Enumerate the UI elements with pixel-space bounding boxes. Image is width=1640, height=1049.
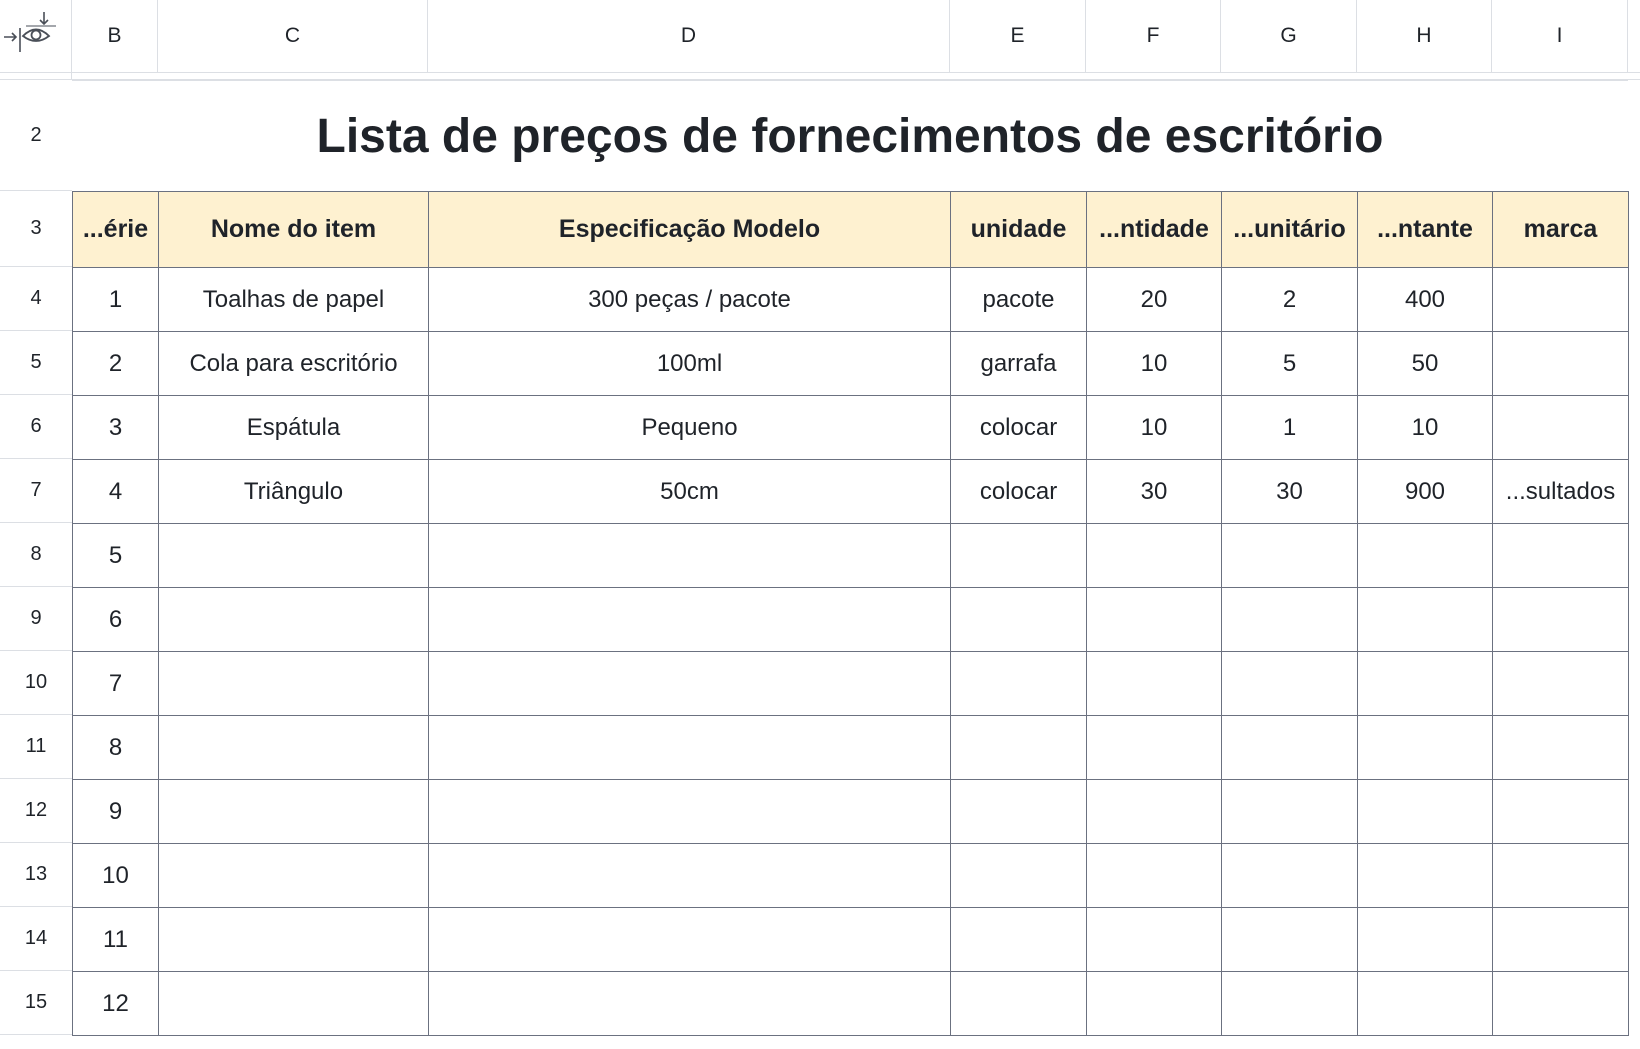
cell-e11[interactable]	[950, 715, 1087, 780]
cell-f9[interactable]	[1086, 587, 1222, 652]
column-header-h[interactable]: H	[1357, 0, 1492, 72]
cell-e5[interactable]: garrafa	[950, 331, 1087, 396]
cell-h8[interactable]	[1357, 523, 1493, 588]
cell-g14[interactable]	[1221, 907, 1358, 972]
cell-h5[interactable]: 50	[1357, 331, 1493, 396]
row-header-10[interactable]: 10	[0, 651, 72, 715]
cell-b4[interactable]: 1	[72, 267, 159, 332]
cell-b13[interactable]: 10	[72, 843, 159, 908]
cell-e15[interactable]	[950, 971, 1087, 1036]
cell-h14[interactable]	[1357, 907, 1493, 972]
cell-b8[interactable]: 5	[72, 523, 159, 588]
cell-f13[interactable]	[1086, 843, 1222, 908]
cell-d12[interactable]	[428, 779, 951, 844]
row-header-3[interactable]: 3	[0, 191, 72, 267]
cell-c9[interactable]	[158, 587, 429, 652]
cell-b12[interactable]: 9	[72, 779, 159, 844]
header-cell-f[interactable]: ...ntidade	[1086, 191, 1222, 268]
row-header-12[interactable]: 12	[0, 779, 72, 843]
column-header-i[interactable]: I	[1492, 0, 1628, 72]
cell-d13[interactable]	[428, 843, 951, 908]
cell-f6[interactable]: 10	[1086, 395, 1222, 460]
cell-d7[interactable]: 50cm	[428, 459, 951, 524]
cell-b6[interactable]: 3	[72, 395, 159, 460]
cell-d6[interactable]: Pequeno	[428, 395, 951, 460]
row-header-9[interactable]: 9	[0, 587, 72, 651]
cell-e8[interactable]	[950, 523, 1087, 588]
cell-i15[interactable]	[1492, 971, 1629, 1036]
column-header-e[interactable]: E	[950, 0, 1086, 72]
cell-d4[interactable]: 300 peças / pacote	[428, 267, 951, 332]
cell-f5[interactable]: 10	[1086, 331, 1222, 396]
header-cell-h[interactable]: ...ntante	[1357, 191, 1493, 268]
row-header-13[interactable]: 13	[0, 843, 72, 907]
cell-b7[interactable]: 4	[72, 459, 159, 524]
cell-e9[interactable]	[950, 587, 1087, 652]
cell-b14[interactable]: 11	[72, 907, 159, 972]
cell-f7[interactable]: 30	[1086, 459, 1222, 524]
cell-h9[interactable]	[1357, 587, 1493, 652]
row-header-7[interactable]: 7	[0, 459, 72, 523]
cell-d15[interactable]	[428, 971, 951, 1036]
header-cell-c[interactable]: Nome do item	[158, 191, 429, 268]
cell-d10[interactable]	[428, 651, 951, 716]
cell-h13[interactable]	[1357, 843, 1493, 908]
cell-g9[interactable]	[1221, 587, 1358, 652]
cell-i11[interactable]	[1492, 715, 1629, 780]
cell-c4[interactable]: Toalhas de papel	[158, 267, 429, 332]
row-header-11[interactable]: 11	[0, 715, 72, 779]
cell-d9[interactable]	[428, 587, 951, 652]
cell-e13[interactable]	[950, 843, 1087, 908]
cell-i8[interactable]	[1492, 523, 1629, 588]
cell-g5[interactable]: 5	[1221, 331, 1358, 396]
cell-g11[interactable]	[1221, 715, 1358, 780]
cell-f8[interactable]	[1086, 523, 1222, 588]
cell-c7[interactable]: Triângulo	[158, 459, 429, 524]
eye-icon	[2, 10, 56, 60]
cell-e7[interactable]: colocar	[950, 459, 1087, 524]
cell-g10[interactable]	[1221, 651, 1358, 716]
cell-f12[interactable]	[1086, 779, 1222, 844]
cell-b9[interactable]: 6	[72, 587, 159, 652]
cell-c10[interactable]	[158, 651, 429, 716]
cell-h6[interactable]: 10	[1357, 395, 1493, 460]
cell-c5[interactable]: Cola para escritório	[158, 331, 429, 396]
cell-f11[interactable]	[1086, 715, 1222, 780]
cell-h11[interactable]	[1357, 715, 1493, 780]
header-cell-b[interactable]: ...érie	[72, 191, 159, 268]
cell-h10[interactable]	[1357, 651, 1493, 716]
cell-f15[interactable]	[1086, 971, 1222, 1036]
cell-c15[interactable]	[158, 971, 429, 1036]
cell-e10[interactable]	[950, 651, 1087, 716]
cell-i10[interactable]	[1492, 651, 1629, 716]
row-header-5[interactable]: 5	[0, 331, 72, 395]
cell-g6[interactable]: 1	[1221, 395, 1358, 460]
cell-g15[interactable]	[1221, 971, 1358, 1036]
cell-c12[interactable]	[158, 779, 429, 844]
row-header-14[interactable]: 14	[0, 907, 72, 971]
column-header-c[interactable]: C	[158, 0, 428, 72]
cell-b11[interactable]: 8	[72, 715, 159, 780]
cell-e12[interactable]	[950, 779, 1087, 844]
row-header-2[interactable]: 2	[0, 80, 72, 191]
column-header-g[interactable]: G	[1221, 0, 1357, 72]
cell-i13[interactable]	[1492, 843, 1629, 908]
cell-d11[interactable]	[428, 715, 951, 780]
cell-f4[interactable]: 20	[1086, 267, 1222, 332]
row-header-6[interactable]: 6	[0, 395, 72, 459]
cell-d8[interactable]	[428, 523, 951, 588]
cell-b5[interactable]: 2	[72, 331, 159, 396]
cell-i5[interactable]	[1492, 331, 1629, 396]
cell-f10[interactable]	[1086, 651, 1222, 716]
cell-b15[interactable]: 12	[72, 971, 159, 1036]
column-header-b[interactable]: B	[72, 0, 158, 72]
cell-h15[interactable]	[1357, 971, 1493, 1036]
cell-i14[interactable]	[1492, 907, 1629, 972]
freeze-view-control[interactable]	[2, 10, 56, 60]
cell-e14[interactable]	[950, 907, 1087, 972]
header-cell-d[interactable]: Especificação Modelo	[428, 191, 951, 268]
cell-c11[interactable]	[158, 715, 429, 780]
cell-d5[interactable]: 100ml	[428, 331, 951, 396]
cell-h7[interactable]: 900	[1357, 459, 1493, 524]
cell-e6[interactable]: colocar	[950, 395, 1087, 460]
row-header-15[interactable]: 15	[0, 971, 72, 1035]
cell-i6[interactable]	[1492, 395, 1629, 460]
cell-g13[interactable]	[1221, 843, 1358, 908]
cell-g7[interactable]: 30	[1221, 459, 1358, 524]
cell-i9[interactable]	[1492, 587, 1629, 652]
cell-h4[interactable]: 400	[1357, 267, 1493, 332]
cell-g8[interactable]	[1221, 523, 1358, 588]
cell-g12[interactable]	[1221, 779, 1358, 844]
column-header-f[interactable]: F	[1086, 0, 1221, 72]
header-cell-e[interactable]: unidade	[950, 191, 1087, 268]
header-cell-i[interactable]: marca	[1492, 191, 1629, 268]
row-header-4[interactable]: 4	[0, 267, 72, 331]
select-all-corner[interactable]	[0, 0, 72, 80]
cell-d14[interactable]	[428, 907, 951, 972]
cell-c14[interactable]	[158, 907, 429, 972]
cell-b10[interactable]: 7	[72, 651, 159, 716]
cell-c8[interactable]	[158, 523, 429, 588]
header-cell-g[interactable]: ...unitário	[1221, 191, 1358, 268]
sheet-title[interactable]: Lista de preços de fornecimentos de escritório	[72, 80, 1628, 192]
cell-i4[interactable]	[1492, 267, 1629, 332]
cell-i7[interactable]: ...sultados	[1492, 459, 1629, 524]
cell-c13[interactable]	[158, 843, 429, 908]
cell-e4[interactable]: pacote	[950, 267, 1087, 332]
cell-c6[interactable]: Espátula	[158, 395, 429, 460]
cell-f14[interactable]	[1086, 907, 1222, 972]
row-header-8[interactable]: 8	[0, 523, 72, 587]
cell-h12[interactable]	[1357, 779, 1493, 844]
cell-g4[interactable]: 2	[1221, 267, 1358, 332]
cell-i12[interactable]	[1492, 779, 1629, 844]
column-header-d[interactable]: D	[428, 0, 950, 72]
